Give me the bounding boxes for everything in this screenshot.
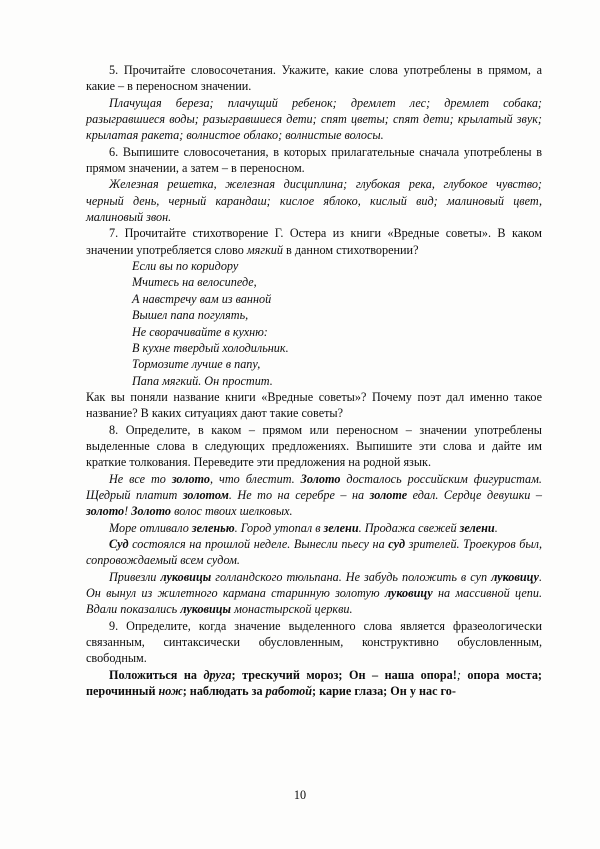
text-run: голландского тюльпана. Не забудь положить в суп xyxy=(211,569,492,584)
text-run: ! xyxy=(124,504,132,519)
text-run: . Он вынул из жилетного кармана старинную золотую xyxy=(86,569,542,600)
text-run: карие глаза xyxy=(319,684,384,699)
text-run: Он у нас го- xyxy=(390,684,456,699)
text-run: Вышел папа погулять, xyxy=(132,308,249,323)
text-run: зелени xyxy=(459,520,495,535)
text-run: 9. Определите, когда значение выделенного слова является фразеологически связанным, синтаксически обусловленным, конструктивно обусловленным, свободным. xyxy=(86,618,542,666)
text-run: перочинный xyxy=(86,684,159,699)
text-run: волос твоих шелковых. xyxy=(171,504,293,519)
text-run: ; xyxy=(312,684,320,699)
text-run: Папа мягкий. Он простит. xyxy=(132,373,273,388)
text-run: на массивной цепи. Вдали показались xyxy=(86,586,542,617)
text-run: друга xyxy=(203,667,232,682)
text-run: ; xyxy=(383,684,391,699)
text-run: состоялся на прошлой неделе. Вынесли пьесу на xyxy=(128,536,389,551)
page-body xyxy=(86,62,542,699)
text-run: монастырской церкви. xyxy=(231,602,353,617)
text-run: золотом xyxy=(182,487,229,502)
page-number: 10 xyxy=(293,788,307,802)
text-run: зеленью xyxy=(191,520,235,535)
text-run: ! xyxy=(452,667,457,682)
text-run: 7. Прочитайте стихотворение Г. Остера из книги «Вредные советы». В каком значении употребляется слово xyxy=(86,226,542,257)
text-run: Как вы поняли название книги «Вредные советы»? Почему поэт дал именно такое название? В каких ситуациях дают такие советы? xyxy=(86,389,542,421)
text-run: мягкий xyxy=(246,242,283,257)
text-run: В кухне твердый холодильник. xyxy=(132,340,289,355)
text-run: в данном стихотворении? xyxy=(282,242,419,257)
text-run: Плачущая береза; плачущий ребенок; дремлет лес; дремлет собака; разыгравшиеся воды; разыгравшиеся дети; спят цветы; спят дети; крылатый звук; крылатая ракета; волнистое облако; волнистые волосы. xyxy=(86,95,542,143)
text-run: Золото xyxy=(300,471,341,486)
text-run: 6. Выпишите словосочетания, в которых прилагательные сначала употреблены в прямом значении, а затем – в переносном. xyxy=(86,144,542,176)
paragraph-ex7_intro xyxy=(86,225,542,258)
text-run: зелени xyxy=(323,520,359,535)
text-run: луковицы xyxy=(160,569,212,584)
paragraph-verse_5 xyxy=(132,324,542,340)
text-run: А навстречу вам из ванной xyxy=(132,291,272,306)
text-run: зрителей. Троекуров был, сопровождаемый всем судом. xyxy=(86,536,542,568)
text-run: ; xyxy=(338,667,349,682)
paragraph-verse_8 xyxy=(132,373,542,389)
text-run: Если вы по коридору xyxy=(132,259,239,274)
text-run: . Продажа свежей xyxy=(358,520,460,535)
text-run: трескучий мороз xyxy=(242,667,339,682)
text-run: ; xyxy=(182,684,190,699)
text-run: золото xyxy=(171,471,210,486)
text-run: едал. xyxy=(407,487,444,502)
text-run: работой xyxy=(265,684,313,699)
text-run: ; xyxy=(231,667,243,682)
text-run: досталось российским фигуристам. Щедрый платит xyxy=(86,471,542,502)
text-run: 5. Прочитайте словосочетания. Укажите, какие слова употреблены в прямом, а какие – в переносном значении. xyxy=(86,63,542,94)
paragraph-ex5_material xyxy=(86,95,542,144)
paragraph-ex9_material xyxy=(86,667,542,700)
paragraph-ex8_s3 xyxy=(86,536,542,569)
paragraph-verse_6 xyxy=(132,340,542,356)
text-run: Сердце девушки – xyxy=(443,487,542,502)
text-run: Он – наша xyxy=(348,667,421,682)
text-run: Золото xyxy=(131,504,172,519)
text-run: ; xyxy=(456,667,468,682)
paragraph-verse_2 xyxy=(132,274,542,290)
text-run: . xyxy=(494,520,498,535)
text-run: Море отливало xyxy=(109,520,192,535)
text-run: . Город утопал в xyxy=(234,520,324,535)
paragraph-ex5_intro xyxy=(86,62,542,95)
text-run: ; xyxy=(537,667,542,682)
paragraph-ex7_question xyxy=(86,389,542,422)
text-run: Железная решетка, железная дисциплина; глубокая река, глубокое чувство; черный день, черный карандаш; кислое яблоко, кислый вид; малиновый цвет, малиновый звон. xyxy=(86,177,542,225)
text-run: Привезли xyxy=(109,569,161,584)
paragraph-verse_3 xyxy=(132,291,542,307)
text-run: Не сворачивайте в кухню: xyxy=(132,324,268,339)
text-run: опора xyxy=(420,667,453,682)
paragraph-ex9_intro xyxy=(86,618,542,667)
text-run: , что блестит. xyxy=(209,471,301,486)
text-run: опора моста xyxy=(467,667,538,682)
text-run: суд xyxy=(388,536,405,551)
text-run: Тормозите лучше в папу, xyxy=(132,357,261,372)
text-run: луковицу xyxy=(491,569,539,584)
text-run: Суд xyxy=(109,536,129,551)
paragraph-ex6_material xyxy=(86,176,542,225)
text-run: золото xyxy=(86,504,125,519)
paragraph-ex8_s2 xyxy=(86,520,542,536)
paragraph-ex6_intro xyxy=(86,144,542,177)
paragraph-verse_7 xyxy=(132,356,542,372)
text-run: 8. Определите, в каком – прямом или переносном – значении употреблены выделенные слова в следующих предложениях. Выпишите эти слова и дайте им краткие толкования. Переведите эти предложения на родной язык. xyxy=(86,422,542,470)
text-run: Мчитесь на велосипеде, xyxy=(132,275,257,290)
text-run: Положиться на xyxy=(109,667,204,682)
paragraph-verse_1 xyxy=(132,258,542,274)
text-run: . Не то на серебре – на xyxy=(228,487,370,502)
text-run: наблюдать за xyxy=(189,684,266,699)
paragraph-verse_4 xyxy=(132,307,542,323)
paragraph-ex8_s1 xyxy=(86,471,542,520)
text-run: нож xyxy=(158,684,183,699)
paragraph-ex8_s4 xyxy=(86,569,542,618)
text-run: золоте xyxy=(369,487,408,502)
text-run: луковицу xyxy=(384,586,433,600)
paragraph-ex8_intro xyxy=(86,422,542,471)
text-run: Не все то xyxy=(109,471,172,486)
text-run: луковицы xyxy=(180,602,232,617)
